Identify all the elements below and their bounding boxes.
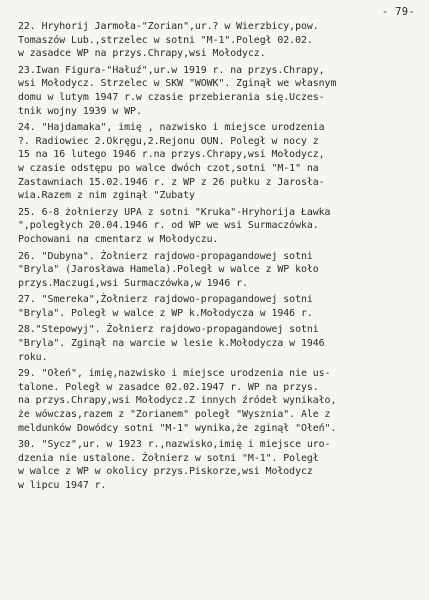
entry-line: "Bryla". Poległ w walce z WP k.Mołodycza w 1946 r. <box>18 307 313 319</box>
entry-line: wsi Mołodycz. Strzelec w SKW "WOWK". Zginął we własnym <box>18 78 337 90</box>
entry-paragraph <box>18 323 419 364</box>
entry-line: w zasadce WP na przys.Chrapy,wsi Mołodycz. <box>18 48 266 60</box>
entry-line: wia.Razem z nim zginął "Zubaty <box>18 190 195 202</box>
entry-line: tnik wojny 1939 w WP. <box>18 105 142 117</box>
entry-line: domu w lutym 1947 r.w czasie przebierania się.Uczes- <box>18 91 325 103</box>
entry-line: 24. "Hajdamaka", imię , nazwisko i miejsce urodzenia <box>18 122 325 134</box>
entry-paragraph <box>18 20 419 61</box>
entry-paragraph <box>18 121 419 203</box>
entries-list <box>18 20 419 493</box>
page-number: - 79- <box>381 6 415 18</box>
entry-line: Zastawniach 15.02.1946 r. z WP z 26 pułku z Jarosła- <box>18 176 325 188</box>
entry-line: w lipcu 1947 r. <box>18 480 107 491</box>
entry-paragraph <box>18 367 419 435</box>
entry-line: 28."Stepowyj". Żołnierz rajdowo-propagandowej sotni <box>18 324 319 336</box>
entry-line: talone. Poległ w zasadce 02.02.1947 r. WP na przys. <box>18 381 319 393</box>
entry-line: roku. <box>18 351 48 363</box>
entry-paragraph <box>18 64 419 118</box>
entry-line: "Bryla" (Jarosława Hamela).Poległ w walce z WP koło <box>18 264 319 276</box>
entry-line: 25. 6-8 żołnierzy UPA z sotni "Kruka"-Hryhorija Ławka <box>18 206 331 218</box>
entry-line: dzenia nie ustalone. Żołnierz w sotni "M-1". Poległ <box>18 452 319 464</box>
entry-line: w walce z WP w okolicy przys.Piskorze,wsi Mołodycz <box>18 466 313 478</box>
entry-line: 30. "Sycz",ur. w 1923 r.,nazwisko,imię i miejsce uro- <box>18 439 331 451</box>
entry-line: Tomaszów Lub.,strzelec w sotni "M-1".Poległ 02.02. <box>18 34 313 46</box>
entry-line: 22. Hryhorij Jarmoła-"Zorian",ur.? w Wierzbicy,pow. <box>18 21 319 32</box>
entry-line: na przys.Chrapy,wsi Mołodycz.Z innych źródeł wynikało, <box>18 395 337 407</box>
entry-line: meldunków Dowódcy sotni "M-1" wynika,że zginął "Ołeń". <box>18 422 337 434</box>
entry-paragraph <box>18 206 419 247</box>
entry-paragraph <box>18 438 419 492</box>
entry-line: "Bryla". Zginął na warcie w lesie k.Mołodycza w 1946 <box>18 338 325 350</box>
entry-line: 23.Iwan Figura-"Hałuź",ur.w 1919 r. na przys.Chrapy, <box>18 64 325 76</box>
entry-line: Pochowani na cmentarz w Mołodyczu. <box>18 233 219 245</box>
entry-line: 27. "Smereka",Żołnierz rajdowo-propagandowej sotni <box>18 294 313 306</box>
entry-line: 29. "Ołeń", imię,nazwisko i miejsce urodzenia nie us- <box>18 368 331 380</box>
entry-line: 15 na 16 lutego 1946 r.na przys.Chrapy,wsi Mołodycz, <box>18 149 325 161</box>
entry-line: w czasie odstępu po walce dwóch czot,sotni "M-1" na <box>18 162 319 174</box>
entry-line: 26. "Dubyna". Żołnierz rajdowo-propagandowej sotni <box>18 250 313 262</box>
entry-line: ?. Radiowiec 2.Okręgu,2.Rejonu OUN. Poległ w nocy z <box>18 135 319 147</box>
entry-paragraph <box>18 250 419 291</box>
entry-line: przys.Maczugi,wsi Surmaczówka,w 1946 r. <box>18 277 248 289</box>
entry-line: że wówczas,razem z "Zorianem" poległ "Wysznia". Ale z <box>18 409 331 421</box>
entry-paragraph <box>18 293 419 320</box>
entry-line: ",poległych 20.04.1946 r. od WP we wsi Surmaczówka. <box>18 220 319 232</box>
